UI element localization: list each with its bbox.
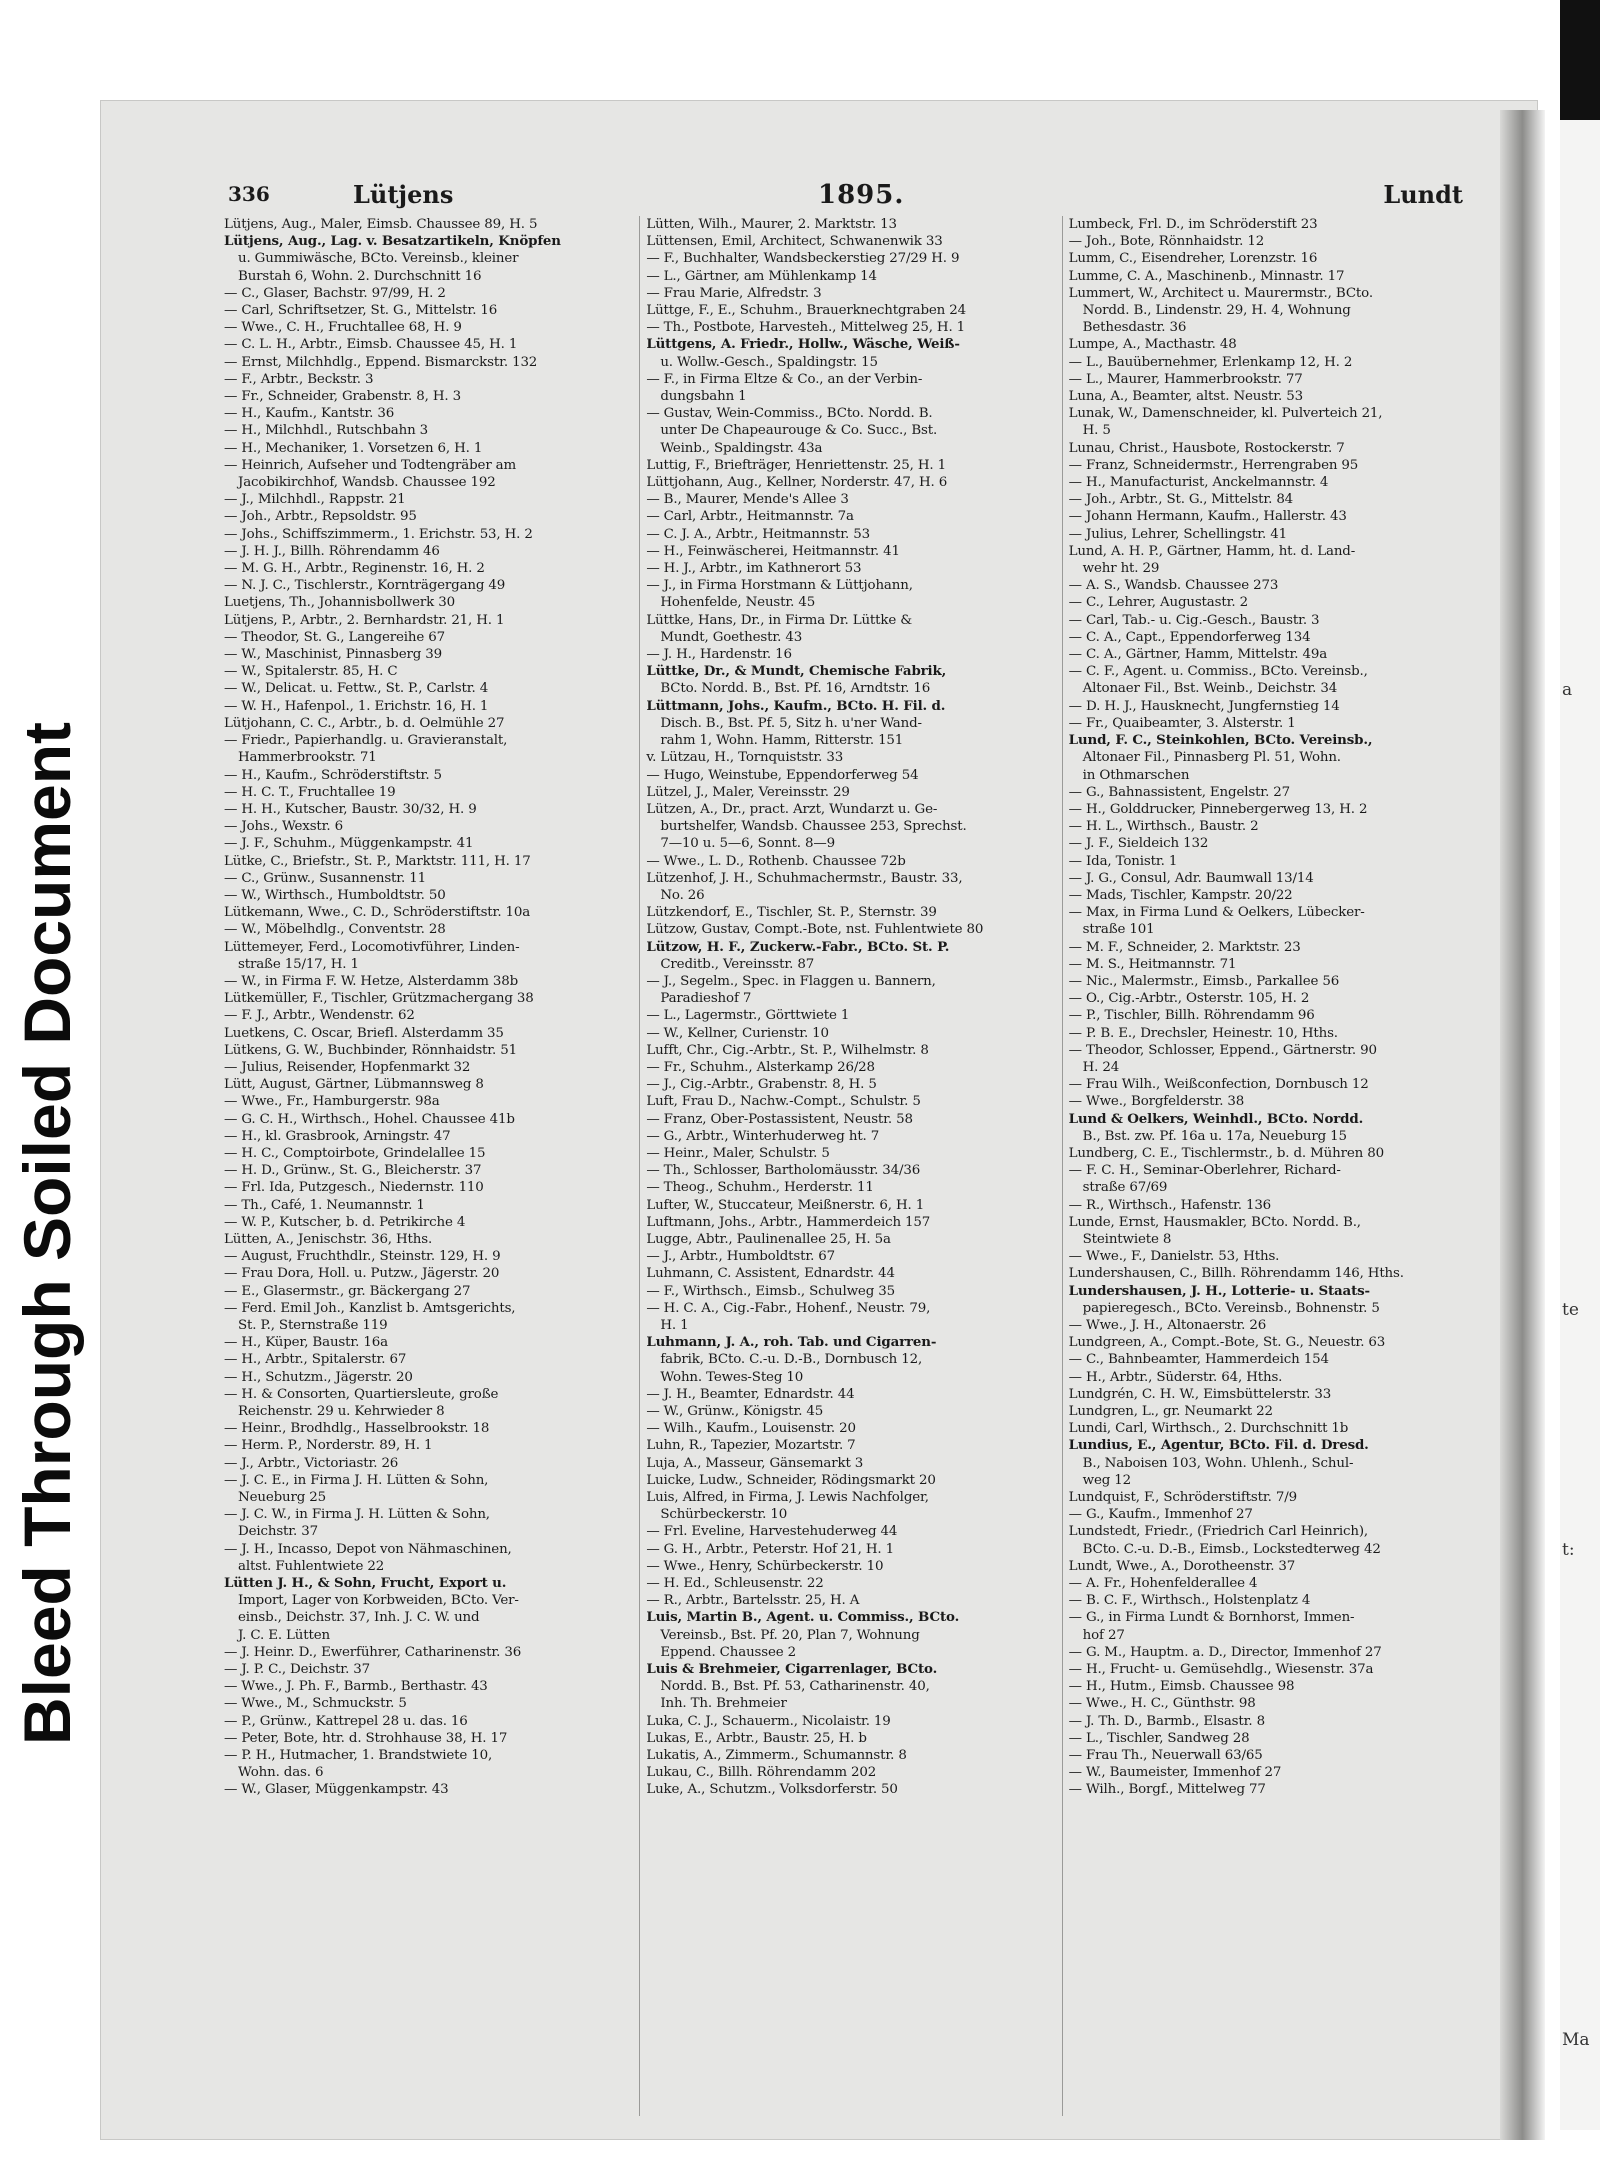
directory-entry-line: u. Gummiwäsche, BCto. Vereinsb., kleiner — [238, 251, 519, 267]
directory-entry-line: — Johann Hermann, Kaufm., Hallerstr. 43 — [1068, 509, 1347, 525]
directory-entry-line: Lukau, C., Billh. Röhrendamm 202 — [646, 1765, 877, 1781]
directory-entry-line: — F. C. H., Seminar-Oberlehrer, Richard- — [1068, 1163, 1341, 1179]
directory-entry-line: straße 101 — [1082, 922, 1155, 938]
directory-entry-line: — L., Maurer, Hammerbrookstr. 77 — [1068, 371, 1303, 387]
directory-entry-line: BCto. C.-u. D.-B., Eimsb., Lockstedterweg 42 — [1082, 1541, 1381, 1557]
directory-entry-line: — J. H. J., Billh. Röhrendamm 46 — [224, 543, 440, 559]
directory-entry-line: — J. C. W., in Firma J. H. Lütten & Sohn, — [224, 1507, 490, 1523]
directory-entry-line: — J. H., Incasso, Depot von Nähmaschinen, — [224, 1541, 512, 1557]
directory-entry-line: — C. F., Agent. u. Commiss., BCto. Vereinsb., — [1068, 664, 1368, 680]
directory-entry-line: Lukas, E., Arbtr., Baustr. 25, H. b — [646, 1730, 867, 1746]
directory-entry-line: — W. H., Hafenpol., 1. Erichstr. 16, H. 1 — [224, 698, 489, 714]
directory-entry-line: — Theog., Schuhm., Herderstr. 11 — [646, 1180, 874, 1196]
directory-entry-line: Lundi, Carl, Wirthsch., 2. Durchschnitt 1b — [1068, 1421, 1349, 1437]
column-right — [1069, 216, 1484, 2116]
directory-entry-line: fabrik, BCto. C.-u. D.-B., Dornbusch 12, — [660, 1352, 923, 1368]
directory-entry-line: Reichenstr. 29 u. Kehrwieder 8 — [238, 1404, 445, 1420]
directory-entry-line: — Wwe., M., Schmuckstr. 5 — [224, 1696, 407, 1712]
page-gutter-shadow — [1500, 110, 1545, 2140]
directory-entry-line: Lundershausen, J. H., Lotterie- u. Staats- — [1068, 1282, 1370, 1299]
directory-entry-line: Lüttgens, A. Friedr., Hollw., Wäsche, Weiß- — [646, 336, 960, 353]
directory-entry-line: — L., Gärtner, am Mühlenkamp 14 — [646, 268, 877, 284]
directory-entry-line: einsb., Deichstr. 37, Inh. J. C. W. und — [238, 1610, 480, 1626]
directory-entry-line: Lumm, C., Eisendreher, Lorenzstr. 16 — [1068, 251, 1318, 267]
directory-entry-line: Lunak, W., Damenschneider, kl. Pulverteich 21, — [1068, 406, 1383, 422]
directory-entry-line: Lütkemann, Wwe., C. D., Schröderstiftstr. 10a — [224, 905, 531, 921]
directory-entry-line: — C., Lehrer, Augustastr. 2 — [1068, 595, 1248, 611]
directory-entry-line: — F., Buchhalter, Wandsbeckerstieg 27/29 H. 9 — [646, 251, 960, 267]
directory-entry-line: — Frl. Eveline, Harvestehuderweg 44 — [646, 1524, 898, 1540]
directory-entry-line: — J., Milchhdl., Rappstr. 21 — [224, 492, 406, 508]
margin-mark: a — [1562, 680, 1573, 700]
directory-entry-line: Luja, A., Masseur, Gänsemarkt 3 — [646, 1455, 864, 1471]
directory-entry-line: Bethesdastr. 36 — [1082, 320, 1187, 336]
directory-entry-line: Altonaer Fil., Bst. Weinb., Deichstr. 34 — [1082, 681, 1338, 697]
directory-entry-line: — M. G. H., Arbtr., Reginenstr. 16, H. 2 — [224, 561, 485, 577]
directory-entry-line: Luicke, Ludw., Schneider, Rödingsmarkt 20 — [646, 1472, 936, 1488]
directory-entry-line: Lundgrén, C. H. W., Eimsbüttelerstr. 33 — [1068, 1386, 1332, 1402]
directory-entry-line: hof 27 — [1082, 1627, 1125, 1643]
directory-entry-line: rahm 1, Wohn. Hamm, Ritterstr. 151 — [660, 733, 904, 749]
directory-entry-line: — C., Grünw., Susannenstr. 11 — [224, 870, 427, 886]
directory-entry-line: Luis, Martin B., Agent. u. Commiss., BCto. — [646, 1609, 960, 1626]
directory-entry-line: straße 15/17, H. 1 — [238, 956, 359, 972]
directory-entry-line: — H. Ed., Schleusenstr. 22 — [646, 1576, 824, 1592]
directory-entry-line: Lütten J. H., & Sohn, Frucht, Export u. — [224, 1575, 507, 1592]
directory-entry-line: — H. L., Wirthsch., Baustr. 2 — [1068, 819, 1259, 835]
directory-entry-line: Lundstedt, Friedr., (Friedrich Carl Heinrich), — [1068, 1524, 1369, 1540]
directory-entry-line: — H. C., Comptoirbote, Grindelallee 15 — [224, 1145, 486, 1161]
directory-entry-line: — D. H. J., Hausknecht, Jungfernstieg 14 — [1068, 698, 1340, 714]
directory-entry-line: — L., Lagermstr., Görttwiete 1 — [646, 1008, 850, 1024]
directory-entry-line: — J., in Firma Horstmann & Lüttjohann, — [646, 578, 913, 594]
directory-entry-line: Lütjens, Aug., Maler, Eimsb. Chaussee 89, H. 5 — [224, 217, 538, 232]
directory-entry-line: — Frau Th., Neuerwall 63/65 — [1068, 1748, 1263, 1764]
directory-entry-line: — M. F., Schneider, 2. Marktstr. 23 — [1068, 939, 1301, 955]
directory-entry-line: — Fr., Schuhm., Alsterkamp 26/28 — [646, 1059, 875, 1075]
directory-entry-line: Lundberg, C. E., Tischlermstr., b. d. Mühren 80 — [1068, 1145, 1384, 1161]
year-heading: 1895. — [818, 180, 905, 210]
directory-entry-line: No. 26 — [660, 887, 705, 903]
directory-entry-line: Jacobikirchhof, Wandsb. Chaussee 192 — [238, 475, 496, 491]
directory-entry-line: — Theodor, Schlosser, Eppend., Gärtnerstr. 90 — [1068, 1042, 1377, 1058]
directory-entry-line: Lund, F. C., Steinkohlen, BCto. Vereinsb., — [1068, 732, 1373, 749]
directory-entry-line: — Wwe., J. H., Altonaerstr. 26 — [1068, 1318, 1267, 1333]
directory-entry-line: — C., Glaser, Bachstr. 97/99, H. 2 — [224, 285, 446, 301]
directory-entry-line: weg 12 — [1082, 1472, 1132, 1488]
directory-entry-line: — L., Bauübernehmer, Erlenkamp 12, H. 2 — [1068, 354, 1353, 370]
directory-entry-line: — M. S., Heitmannstr. 71 — [1068, 956, 1237, 972]
right-catchword: Lundt — [1383, 180, 1463, 209]
directory-entry-line: — W., Möbelhdlg., Conventstr. 28 — [224, 922, 446, 938]
directory-entry-line: — H., Hutm., Eimsb. Chaussee 98 — [1068, 1679, 1295, 1695]
directory-entry-line: Lützow, H. F., Zuckerw.-Fabr., BCto. St. P. — [646, 938, 950, 955]
directory-entry-line: Luke, A., Schutzm., Volksdorferstr. 50 — [646, 1782, 898, 1798]
directory-entry-line: Luis, Alfred, in Firma, J. Lewis Nachfolger, — [646, 1490, 929, 1506]
directory-entry-line: — G. C. H., Wirthsch., Hohel. Chaussee 41b — [224, 1111, 515, 1127]
directory-entry-line: in Othmarschen — [1082, 767, 1190, 783]
directory-entry-line: — L., Tischler, Sandweg 28 — [1068, 1730, 1250, 1746]
directory-entry-line: — H., Feinwäscherei, Heitmannstr. 41 — [646, 543, 900, 559]
directory-entry-line: — H. & Consorten, Quartiersleute, große — [224, 1386, 499, 1402]
directory-entry-line: — W., Delicat. u. Fettw., St. P., Carlstr. 4 — [224, 681, 489, 697]
directory-entry-line: Lundgren, L., gr. Neumarkt 22 — [1068, 1404, 1273, 1420]
directory-entry-line: — J. F., Schuhm., Müggenkampstr. 41 — [224, 836, 474, 852]
directory-entry-line: — G., Kaufm., Immenhof 27 — [1068, 1507, 1253, 1523]
directory-entry-line: — O., Cig.-Arbtr., Osterstr. 105, H. 2 — [1068, 991, 1310, 1007]
directory-entry-line: u. Wollw.-Gesch., Spaldingstr. 15 — [660, 354, 878, 370]
directory-entry-line: Lundgreen, A., Compt.-Bote, St. G., Neuestr. 63 — [1068, 1335, 1386, 1351]
directory-entry-line: — Fr., Quaibeamter, 3. Alsterstr. 1 — [1068, 715, 1296, 731]
directory-entry-line: — W., Grünw., Königstr. 45 — [646, 1404, 824, 1420]
directory-entry-line: — W., Maschinist, Pinnasberg 39 — [224, 647, 442, 663]
directory-entry-line: Luis & Brehmeier, Cigarrenlager, BCto. — [646, 1661, 938, 1678]
directory-entry-line: — Carl, Tab.- u. Cig.-Gesch., Baustr. 3 — [1068, 612, 1320, 628]
directory-entry-line: Luna, A., Beamter, altst. Neustr. 53 — [1068, 389, 1303, 405]
directory-entry-line: — Franz, Ober-Postassistent, Neustr. 58 — [646, 1111, 913, 1127]
directory-entry-line: Lundquist, F., Schröderstiftstr. 7/9 — [1068, 1490, 1297, 1506]
directory-entry-line: Lüttensen, Emil, Architect, Schwanenwik 33 — [646, 234, 943, 250]
directory-entry-line: Lumbeck, Frl. D., im Schröderstift 23 — [1068, 217, 1318, 232]
directory-entry-line: Lütkens, G. W., Buchbinder, Rönnhaidstr. 51 — [224, 1042, 518, 1058]
directory-entry-line: — H., Golddrucker, Pinnebergerweg 13, H. 2 — [1068, 801, 1368, 817]
directory-entry-line: — Julius, Reisender, Hopfenmarkt 32 — [224, 1059, 471, 1075]
directory-entry-line: J. C. E. Lütten — [238, 1627, 330, 1643]
directory-entry-line: — Hugo, Weinstube, Eppendorferweg 54 — [646, 767, 919, 783]
directory-entry-line: — J. H., Beamter, Ednardstr. 44 — [646, 1386, 855, 1402]
directory-entry-line: Lützel, J., Maler, Vereinsstr. 29 — [646, 784, 850, 800]
directory-entry-line: Wohn. das. 6 — [238, 1765, 324, 1781]
directory-entry-line: — J. F., Sieldeich 132 — [1068, 836, 1209, 852]
directory-entry-line: — G. M., Hauptm. a. D., Director, Immenhof 27 — [1068, 1644, 1382, 1660]
directory-entry-line: burtshelfer, Wandsb. Chaussee 253, Sprechst. — [660, 819, 967, 835]
directory-entry-line: Steintwiete 8 — [1082, 1231, 1172, 1247]
directory-entry-line: — Nic., Malermstr., Eimsb., Parkallee 56 — [1068, 973, 1340, 989]
directory-entry-line: — H., Schutzm., Jägerstr. 20 — [224, 1369, 413, 1385]
top-margin — [0, 0, 1600, 48]
directory-entry-line: Lufter, W., Stuccateur, Meißnerstr. 6, H. 1 — [646, 1197, 925, 1213]
directory-entry-line: — Ferd. Emil Joh., Kanzlist b. Amtsgerichts, — [224, 1300, 516, 1316]
directory-entry-line: — Th., Schlosser, Bartholomäusstr. 34/36 — [646, 1163, 921, 1179]
directory-entry-line: Lüttke, Dr., & Mundt, Chemische Fabrik, — [646, 663, 947, 680]
directory-entry-line: — E., Glasermstr., gr. Bäckergang 27 — [224, 1283, 471, 1299]
directory-entry-line: — H., Arbtr., Süderstr. 64, Hths. — [1068, 1369, 1283, 1385]
directory-entry-line: Luttig, F., Briefträger, Henriettenstr. 25, H. 1 — [646, 457, 946, 473]
directory-entry-line: — J., Cig.-Arbtr., Grabenstr. 8, H. 5 — [646, 1077, 877, 1093]
directory-entry-line: Deichstr. 37 — [238, 1524, 319, 1540]
directory-entry-line: — A. S., Wandsb. Chaussee 273 — [1068, 578, 1279, 594]
directory-entry-line: Luhmann, J. A., roh. Tab. und Cigarren- — [646, 1334, 937, 1351]
directory-entry-line: Lüttke, Hans, Dr., in Firma Dr. Lüttke & — [646, 612, 913, 628]
directory-entry-line: Lund & Oelkers, Weinhdl., BCto. Nordd. — [1068, 1110, 1364, 1127]
directory-entry-line: — H. C. T., Fruchtallee 19 — [224, 784, 396, 800]
directory-entry-line: — Wwe., Borgfelderstr. 38 — [1068, 1094, 1245, 1110]
directory-entry-line: — Heinr., Maler, Schulstr. 5 — [646, 1145, 830, 1161]
directory-entry-line: Luftmann, Johs., Arbtr., Hammerdeich 157 — [646, 1214, 931, 1230]
next-page-edge — [1560, 120, 1600, 2130]
directory-entry-line: v. Lützau, H., Tornquiststr. 33 — [646, 750, 844, 766]
directory-entry-line: — G. H., Arbtr., Peterstr. Hof 21, H. 1 — [646, 1541, 894, 1557]
directory-entry-line: — F., Wirthsch., Eimsb., Schulweg 35 — [646, 1283, 895, 1299]
directory-entry-line: — H., Kaufm., Kantstr. 36 — [224, 406, 395, 422]
directory-entry-line: wehr ht. 29 — [1082, 561, 1160, 577]
directory-entry-line: — H., Frucht- u. Gemüsehdlg., Wiesenstr. 37a — [1068, 1662, 1374, 1678]
directory-entry-line: Nordd. B., Bst. Pf. 53, Catharinenstr. 40, — [660, 1679, 930, 1695]
directory-entry-line: dungsbahn 1 — [660, 389, 747, 405]
directory-entry-line: Luhn, R., Tapezier, Mozartstr. 7 — [646, 1438, 856, 1454]
directory-entry-line: Lumpe, A., Macthastr. 48 — [1068, 337, 1237, 353]
directory-entry-line: Luetjens, Th., Johannisbollwerk 30 — [224, 595, 455, 611]
directory-entry-line: — H., Kaufm., Schröderstiftstr. 5 — [224, 767, 442, 783]
running-header — [228, 178, 1483, 218]
directory-entry-line: Luetkens, C. Oscar, Briefl. Alsterdamm 35 — [224, 1025, 504, 1041]
directory-entry-line: H. 5 — [1082, 423, 1111, 439]
directory-entry-line: Lütjohann, C. C., Arbtr., b. d. Oelmühle 27 — [224, 715, 505, 731]
directory-entry-line: — C. J. A., Arbtr., Heitmannstr. 53 — [646, 526, 870, 542]
directory-entry-line: straße 67/69 — [1082, 1180, 1168, 1196]
page-number: 336 — [228, 182, 270, 206]
directory-entry-line: — J., Arbtr., Victoriastr. 26 — [224, 1455, 399, 1471]
directory-entry-line: Lüttjohann, Aug., Kellner, Norderstr. 47, H. 6 — [646, 475, 948, 491]
margin-mark: te — [1562, 1300, 1579, 1320]
directory-entry-line: — G., Bahnassistent, Engelstr. 27 — [1068, 784, 1291, 800]
margin-mark: t: — [1562, 1540, 1575, 1560]
directory-entry-line: — Johs., Schiffszimmerm., 1. Erichstr. 53, H. 2 — [224, 526, 533, 542]
directory-entry-line: — F. J., Arbtr., Wendenstr. 62 — [224, 1008, 415, 1024]
directory-entry-line: Import, Lager von Korbweiden, BCto. Ver- — [238, 1593, 519, 1609]
directory-entry-line: — W., Baumeister, Immenhof 27 — [1068, 1765, 1282, 1781]
directory-entry-line: Creditb., Vereinsstr. 87 — [660, 956, 815, 972]
bleed-through-stamp: Bleed Through Soiled Document — [10, 721, 84, 1745]
directory-entry-line: 7—10 u. 5—6, Sonnt. 8—9 — [660, 836, 835, 852]
directory-entry-line: Wohn. Tewes-Steg 10 — [660, 1369, 804, 1385]
directory-entry-line: — Max, in Firma Lund & Oelkers, Lübecker- — [1068, 905, 1365, 921]
directory-entry-line: — Carl, Schriftsetzer, St. G., Mittelstr. 16 — [224, 303, 498, 319]
directory-entry-line: — W., in Firma F. W. Hetze, Alsterdamm 38b — [224, 973, 519, 989]
directory-entry-line: — C., Bahnbeamter, Hammerdeich 154 — [1068, 1352, 1329, 1368]
directory-entry-line: Lützow, Gustav, Compt.-Bote, nst. Fuhlentwiete 80 — [646, 922, 984, 938]
directory-entry-line: — N. J. C., Tischlerstr., Kornträgergang 49 — [224, 578, 506, 594]
directory-entry-line: Lützen, A., Dr., pract. Arzt, Wundarzt u. Ge- — [646, 801, 938, 817]
directory-entry-line: Disch. B., Bst. Pf. 5, Sitz h. u'ner Wand- — [660, 715, 922, 731]
directory-entry-line: — Herm. P., Norderstr. 89, H. 1 — [224, 1438, 433, 1454]
directory-entry-line: — G., in Firma Lundt & Bornhorst, Immen- — [1068, 1610, 1355, 1626]
directory-entry-line: altst. Fuhlentwiete 22 — [238, 1558, 385, 1574]
directory-entry-line: — Joh., Bote, Rönnhaidstr. 12 — [1068, 234, 1265, 250]
directory-entry-line: B., Bst. zw. Pf. 16a u. 17a, Neueburg 15 — [1082, 1128, 1347, 1144]
directory-entry-line: — Carl, Arbtr., Heitmannstr. 7a — [646, 509, 854, 525]
directory-entry-line: Lütten, Wilh., Maurer, 2. Marktstr. 13 — [646, 217, 897, 232]
directory-entry-line: Neueburg 25 — [238, 1490, 327, 1506]
directory-entry-line: — W., Spitalerstr. 85, H. C — [224, 664, 398, 680]
directory-entry-line: — Heinr., Brodhdlg., Hasselbrookstr. 18 — [224, 1421, 490, 1437]
directory-entry-line: St. P., Sternstraße 119 — [238, 1318, 388, 1333]
column-left — [224, 216, 640, 2116]
directory-entry-line: Schürbeckerstr. 10 — [660, 1507, 788, 1523]
directory-entry-line: Lüttemeyer, Ferd., Locomotivführer, Linden- — [224, 939, 520, 955]
directory-entry-line: — C. L. H., Arbtr., Eimsb. Chaussee 45, H. 1 — [224, 337, 518, 353]
directory-entry-line: Mundt, Goethestr. 43 — [660, 629, 803, 645]
directory-entry-line: — J. Th. D., Barmb., Elsastr. 8 — [1068, 1713, 1265, 1729]
directory-entry-line: — J., Segelm., Spec. in Flaggen u. Bannern, — [646, 973, 936, 989]
directory-entry-line: — J. H., Hardenstr. 16 — [646, 647, 792, 663]
directory-entry-line: — Ernst, Milchhdlg., Eppend. Bismarckstr. 132 — [224, 354, 538, 370]
directory-entry-line: Lütten, A., Jenischstr. 36, Hths. — [224, 1231, 433, 1247]
directory-entry-line: — Frau Marie, Alfredstr. 3 — [646, 285, 822, 301]
directory-entry-line: Vereinsb., Bst. Pf. 20, Plan 7, Wohnung — [660, 1627, 920, 1643]
directory-entry-line: — Gustav, Wein-Commiss., BCto. Nordd. B. — [646, 406, 933, 422]
directory-entry-line: — H. J., Arbtr., im Kathnerort 53 — [646, 561, 862, 577]
directory-entry-line: — C. A., Capt., Eppendorferweg 134 — [1068, 629, 1311, 645]
directory-entry-line: Nordd. B., Lindenstr. 29, H. 4, Wohnung — [1082, 303, 1351, 319]
directory-entry-line: — J., Arbtr., Humboldtstr. 67 — [646, 1249, 836, 1265]
directory-entry-line: Lüttge, F., E., Schuhm., Brauerknechtgraben 24 — [646, 303, 966, 319]
directory-entry-line: — H., Arbtr., Spitalerstr. 67 — [224, 1352, 407, 1368]
directory-entry-line: — Ida, Tonistr. 1 — [1068, 853, 1178, 869]
directory-entry-line: Altonaer Fil., Pinnasberg Pl. 51, Wohn. — [1082, 750, 1341, 766]
directory-entry-line: Lukatis, A., Zimmerm., Schumannstr. 8 — [646, 1748, 907, 1764]
directory-entry-line: — August, Fruchthdlr., Steinstr. 129, H. 9 — [224, 1249, 501, 1265]
directory-entry-line: — H., Milchhdl., Rutschbahn 3 — [224, 423, 429, 439]
directory-entry-line: Lütt, August, Gärtner, Lübmannsweg 8 — [224, 1077, 484, 1093]
directory-entry-line: — Frau Wilh., Weißconfection, Dornbusch 12 — [1068, 1077, 1369, 1093]
directory-entry-line: — Wwe., F., Danielstr. 53, Hths. — [1068, 1249, 1280, 1265]
directory-entry-line: — Frau Dora, Holl. u. Putzw., Jägerstr. 20 — [224, 1266, 500, 1282]
directory-entry-line: H. 1 — [660, 1318, 689, 1333]
directory-entry-line: — Joh., Arbtr., St. G., Mittelstr. 84 — [1068, 492, 1294, 508]
directory-entry-line: Lummert, W., Architect u. Maurermstr., BCto. — [1068, 285, 1373, 301]
directory-entry-line: — Heinrich, Aufseher und Todtengräber am — [224, 457, 517, 473]
directory-entry-line: — Julius, Lehrer, Schellingstr. 41 — [1068, 526, 1287, 542]
directory-entry-line: — Wwe., Henry, Schürbeckerstr. 10 — [646, 1558, 884, 1574]
directory-entry-line: — H. C. A., Cig.-Fabr., Hohenf., Neustr. 79, — [646, 1300, 931, 1316]
directory-entry-line: Lütjens, P., Arbtr., 2. Bernhardstr. 21, H. 1 — [224, 612, 505, 628]
directory-entry-line: Lüttmann, Johs., Kaufm., BCto. H. Fil. d. — [646, 697, 946, 714]
directory-entry-line: — Wwe., H. C., Günthstr. 98 — [1068, 1696, 1256, 1712]
directory-entry-line: Lundt, Wwe., A., Dorotheenstr. 37 — [1068, 1558, 1296, 1574]
directory-entry-line: — C. A., Gärtner, Hamm, Mittelstr. 49a — [1068, 647, 1328, 663]
directory-entry-line: Lunde, Ernst, Hausmakler, BCto. Nordd. B., — [1068, 1214, 1361, 1230]
directory-entry-line: — J. G., Consul, Adr. Baumwall 13/14 — [1068, 870, 1314, 886]
directory-entry-line: — F., in Firma Eltze & Co., an der Verbin- — [646, 371, 923, 387]
directory-entry-line: — Wwe., L. D., Rothenb. Chaussee 72b — [646, 853, 906, 869]
directory-entry-line: Burstah 6, Wohn. 2. Durchschnitt 16 — [238, 268, 482, 284]
directory-entry-line: — R., Wirthsch., Hafenstr. 136 — [1068, 1197, 1272, 1213]
directory-entry-line: — W., Glaser, Müggenkampstr. 43 — [224, 1782, 449, 1798]
directory-entry-line: Lundershausen, C., Billh. Röhrendamm 146, Hths. — [1068, 1266, 1404, 1282]
directory-entry-line: BCto. Nordd. B., Bst. Pf. 16, Arndtstr. 16 — [660, 681, 931, 697]
directory-entry-line: Lugge, Abtr., Paulinenallee 25, H. 5a — [646, 1231, 891, 1247]
directory-entry-line: Lumme, C. A., Maschinenb., Minnastr. 17 — [1068, 268, 1345, 284]
directory-entry-line: Luka, C. J., Schauerm., Nicolaistr. 19 — [646, 1713, 891, 1729]
directory-entry-line: unter De Chapeaurouge & Co. Succ., Bst. — [660, 423, 938, 439]
directory-entry-line: — Friedr., Papierhandlg. u. Gravieranstalt, — [224, 733, 508, 749]
directory-entry-line: Lütjens, Aug., Lag. v. Besatzartikeln, Knöpfen — [224, 233, 561, 250]
directory-entry-line: — Johs., Wexstr. 6 — [224, 819, 344, 835]
directory-entry-line: — J. P. C., Deichstr. 37 — [224, 1662, 371, 1678]
directory-entry-line: — Wilh., Borgf., Mittelweg 77 — [1068, 1782, 1266, 1798]
directory-entry-line: — Wwe., J. Ph. F., Barmb., Berthastr. 43 — [224, 1679, 488, 1695]
directory-entry-line: — H., kl. Grasbrook, Arningstr. 47 — [224, 1128, 451, 1144]
directory-entry-line: — B., Maurer, Mende's Allee 3 — [646, 492, 849, 508]
directory-entry-line: — H. H., Kutscher, Baustr. 30/32, H. 9 — [224, 801, 477, 817]
directory-entry-line: — F., Arbtr., Beckstr. 3 — [224, 371, 374, 387]
directory-entry-line: — Wilh., Kaufm., Louisenstr. 20 — [646, 1421, 856, 1437]
directory-entry-line: — H. D., Grünw., St. G., Bleicherstr. 37 — [224, 1163, 482, 1179]
directory-entry-line: — P., Grünw., Kattrepel 28 u. das. 16 — [224, 1713, 468, 1729]
directory-entry-line: — H., Küper, Baustr. 16a — [224, 1335, 388, 1351]
directory-entry-line: — J. Heinr. D., Ewerführer, Catharinenstr. 36 — [224, 1644, 522, 1660]
directory-entry-line: — B. C. F., Wirthsch., Holstenplatz 4 — [1068, 1593, 1311, 1609]
directory-entry-line: Lund, A. H. P., Gärtner, Hamm, ht. d. Land- — [1068, 543, 1356, 559]
directory-entry-line: — J. C. E., in Firma J. H. Lütten & Sohn, — [224, 1472, 489, 1488]
directory-entry-line: — P. B. E., Drechsler, Heinestr. 10, Hths. — [1068, 1025, 1338, 1041]
directory-entry-line: — Th., Postbote, Harvesteh., Mittelweg 25, H. 1 — [646, 320, 966, 336]
directory-entry-line: — Franz, Schneidermstr., Herrengraben 95 — [1068, 457, 1359, 473]
directory-entry-line: Luft, Frau D., Nachw.-Compt., Schulstr. 5 — [646, 1094, 921, 1110]
directory-entry-line: — Wwe., Fr., Hamburgerstr. 98a — [224, 1094, 440, 1110]
directory-entry-line: — Th., Café, 1. Neumannstr. 1 — [224, 1197, 425, 1213]
directory-entry-line: — G., Arbtr., Winterhuderweg ht. 7 — [646, 1128, 880, 1144]
left-catchword: Lütjens — [353, 180, 454, 209]
directory-entry-line: — P., Tischler, Billh. Röhrendamm 96 — [1068, 1008, 1315, 1024]
directory-entry-line: Hohenfelde, Neustr. 45 — [660, 595, 816, 611]
directory-entry-line: — Joh., Arbtr., Repsoldstr. 95 — [224, 509, 417, 525]
directory-entry-line: Eppend. Chaussee 2 — [660, 1644, 797, 1660]
directory-entry-line: Hammerbrookstr. 71 — [238, 750, 377, 766]
directory-entry-line: — H., Manufacturist, Anckelmannstr. 4 — [1068, 475, 1329, 491]
directory-entry-line: — R., Arbtr., Bartelsstr. 25, H. A — [646, 1593, 860, 1609]
directory-entry-line: — Peter, Bote, htr. d. Strohhause 38, H. 17 — [224, 1730, 508, 1746]
directory-entry-line: — Mads, Tischler, Kampstr. 20/22 — [1068, 887, 1293, 903]
directory-entry-line: Lütke, C., Briefstr., St. P., Marktstr. 111, H. 17 — [224, 853, 531, 869]
directory-entry-line: Inh. Th. Brehmeier — [660, 1696, 787, 1712]
directory-entry-line: — Theodor, St. G., Langereihe 67 — [224, 629, 445, 645]
directory-entry-line: — A. Fr., Hohenfelderallee 4 — [1068, 1576, 1258, 1592]
directory-entry-line: H. 24 — [1082, 1059, 1120, 1075]
directory-entry-line: — Wwe., C. H., Fruchtallee 68, H. 9 — [224, 320, 462, 336]
directory-entry-line: Lütkemüller, F., Tischler, Grützmachergang 38 — [224, 991, 534, 1007]
directory-entry-line: Lufft, Chr., Cig.-Arbtr., St. P., Wilhelmstr. 8 — [646, 1042, 929, 1058]
directory-entry-line: B., Naboisen 103, Wohn. Uhlenh., Schul- — [1082, 1455, 1354, 1471]
entry-columns — [224, 216, 1484, 2116]
margin-mark: Ma — [1562, 2030, 1590, 2050]
directory-entry-line: Lundius, E., Agentur, BCto. Fil. d. Dresd. — [1068, 1437, 1369, 1454]
scan-corner-mark — [1560, 0, 1600, 125]
directory-entry-line: — P. H., Hutmacher, 1. Brandstwiete 10, — [224, 1748, 493, 1764]
directory-entry-line: Paradieshof 7 — [660, 991, 752, 1007]
directory-entry-line: papieregesch., BCto. Vereinsb., Bohnenstr. 5 — [1082, 1300, 1380, 1316]
column-middle — [646, 216, 1062, 2116]
directory-entry-line: Lützenhof, J. H., Schuhmachermstr., Baustr. 33, — [646, 870, 963, 886]
directory-entry-line: — W. P., Kutscher, b. d. Petrikirche 4 — [224, 1214, 466, 1230]
directory-entry-line: Weinb., Spaldingstr. 43a — [660, 440, 823, 456]
directory-entry-line: — Fr., Schneider, Grabenstr. 8, H. 3 — [224, 389, 461, 405]
directory-entry-line: — H., Mechaniker, 1. Vorsetzen 6, H. 1 — [224, 440, 483, 456]
directory-entry-line: Luhmann, C. Assistent, Ednardstr. 44 — [646, 1266, 895, 1282]
directory-entry-line: Lützkendorf, E., Tischler, St. P., Sternstr. 39 — [646, 905, 937, 921]
directory-entry-line: — Frl. Ida, Putzgesch., Niedernstr. 110 — [224, 1180, 484, 1196]
directory-entry-line: — W., Wirthsch., Humboldtstr. 50 — [224, 887, 446, 903]
directory-entry-line: Lunau, Christ., Hausbote, Rostockerstr. 7 — [1068, 440, 1345, 456]
directory-entry-line: — W., Kellner, Curienstr. 10 — [646, 1025, 829, 1041]
